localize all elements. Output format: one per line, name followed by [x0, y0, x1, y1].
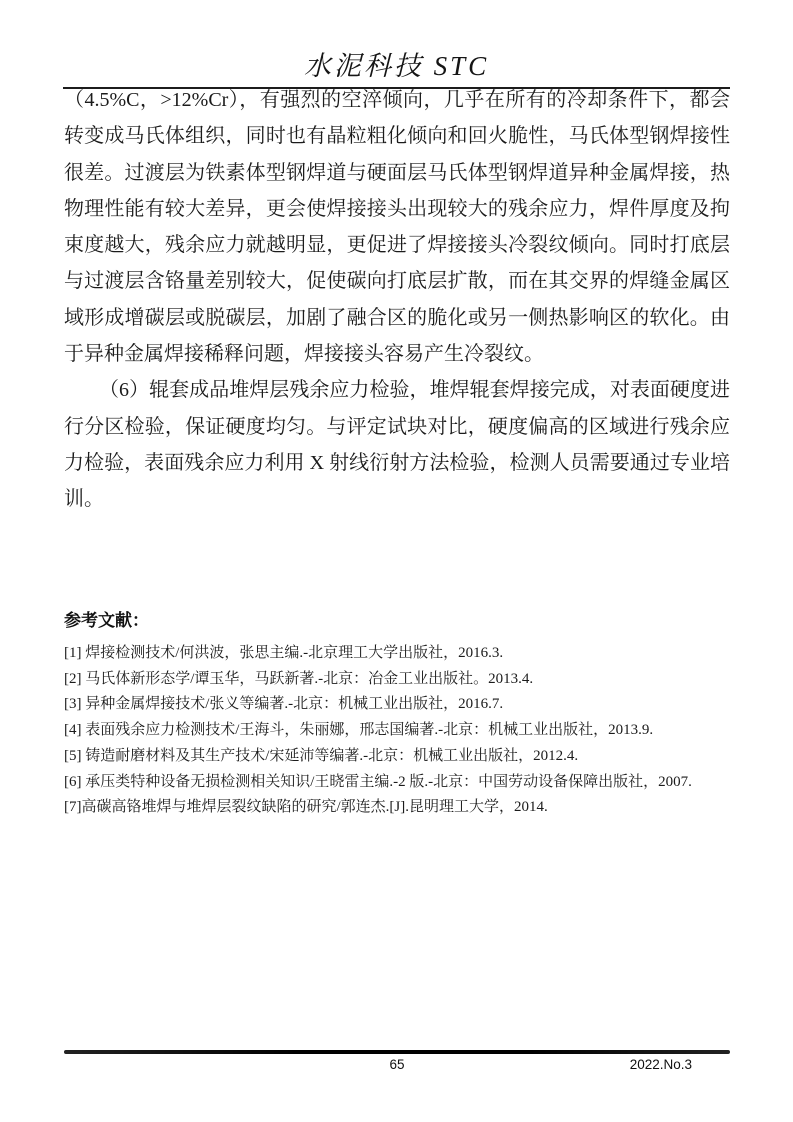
- reference-item: [2] 马氏体新形态学/谭玉华，马跃新著.-北京：冶金工业出版社。2013.4.: [64, 670, 534, 687]
- reference-item: [5] 铸造耐磨材料及其生产技术/宋延沛等编著.-北京：机械工业出版社，2012.4.: [64, 747, 579, 764]
- footer-rule: [64, 1050, 730, 1054]
- reference-item: [6] 承压类特种设备无损检测相关知识/王晓雷主编.-2 版.-北京：中国劳动设备保障出版社，2007.: [64, 773, 692, 790]
- reference-item: [3] 异种金属焊接技术/张义等编著.-北京：机械工业出版社，2016.7.: [64, 696, 504, 713]
- references-heading: 参考文献：: [64, 611, 149, 630]
- issue-number: 2022.No.3: [629, 1057, 692, 1072]
- journal-title: 水泥科技 STC: [303, 51, 490, 81]
- reference-item: [4] 表面残余应力检测技术/王海斗，朱丽娜，邢志国编著.-北京：机械工业出版社，2013.9.: [64, 722, 654, 739]
- reference-item: [1] 焊接检测技术/何洪波，张思主编.-北京理工大学出版社，2016.3.: [64, 645, 504, 661]
- body-paragraph-item6: （6）辊套成品堆焊层残余应力检验，堆焊辊套焊接完成，对表面硬度进行分区检验，保证硬度均匀。与评定试块对比，硬度偏高的区域进行残余应力检验，表面残余应力利用 X 射线衍射方法检验，检测人员需要通过专业培训。: [64, 379, 730, 511]
- article-body: [64, 82, 730, 518]
- references-list: [64, 641, 736, 821]
- footer: [64, 1057, 730, 1075]
- references-section: [64, 606, 736, 821]
- page-number: 65: [389, 1057, 405, 1072]
- reference-item: [7]高碳高铬堆焊与堆焊层裂纹缺陷的研究/郭连杰.[J].昆明理工大学，2014.: [64, 799, 548, 816]
- body-paragraph-continuation: （4.5%C，>12%Cr），有强烈的空淬倾向，几乎在所有的冷却条件下，都会转变成马氏体组织，同时也有晶粒粗化倾向和回火脆性，马氏体型钢焊接性很差。过渡层为铁素体型钢焊道与硬面层马氏体型钢焊道异种金属焊接，热物理性能有较大差异，更会使焊接接头出现较大的残余应力，焊件厚度及拘束度越大，残余应力就越明显，更促进了焊接接头冷裂纹倾向。同时打底层与过渡层含铬量差别较大，促使碳向打底层扩散，而在其交界的焊缝金属区域形成增碳层或脱碳层，加剧了融合区的脆化或另一侧热影响区的软化。由于异种金属焊接稀释问题，焊接接头容易产生冷裂纹。: [64, 89, 730, 366]
